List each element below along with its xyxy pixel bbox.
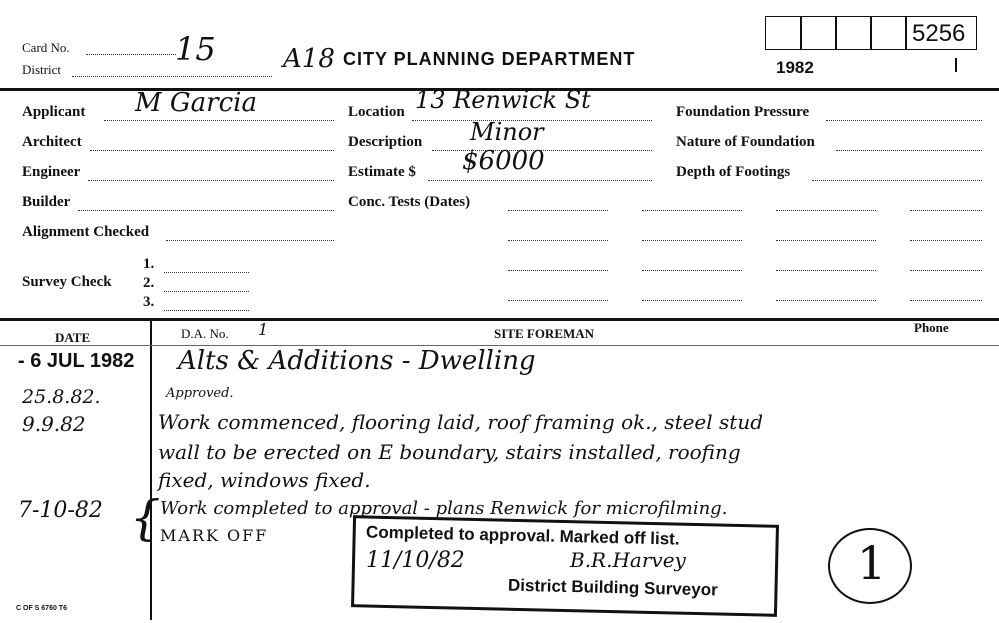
log-brace: { (130, 490, 161, 546)
description-value: Minor (470, 118, 544, 146)
card-number: 5256 (912, 20, 966, 47)
log-divider (150, 320, 152, 620)
district-line (72, 66, 272, 77)
alignment-label: Alignment Checked (22, 224, 150, 240)
log-date-3: 9.9.82 (22, 412, 86, 436)
estimate-label: Estimate $ (348, 164, 416, 180)
log-foreman-header: SITE FOREMAN (494, 326, 595, 341)
applicant-value: M Garcia (135, 88, 257, 118)
log-text-2: Approved. (166, 386, 234, 401)
log-text-4: wall to be erected on E boundary, stairs installed, roofing (158, 440, 741, 464)
district-value: 15 (175, 30, 216, 68)
department-title: CITY PLANNING DEPARTMENT (343, 49, 636, 69)
log-text-1: Alts & Additions - Dwelling (178, 346, 536, 376)
stamp-signature: B.R.Harvey (570, 548, 686, 572)
log-date-1: - 6 JUL 1982 (18, 350, 135, 372)
log-text-3: Work commenced, flooring laid, roof framing ok., steel stud (158, 410, 764, 434)
engineer-label: Engineer (22, 164, 81, 180)
location-value: 13 Renwick St (415, 86, 591, 114)
applicant-label: Applicant (22, 104, 86, 120)
log-text-7: MARK OFF (160, 526, 269, 545)
card-no-line (86, 44, 176, 55)
builder-label: Builder (22, 194, 71, 210)
conc-tests-label: Conc. Tests (Dates) (348, 194, 471, 210)
log-phone-header: Phone (914, 320, 949, 335)
depth-footings-label: Depth of Footings (676, 164, 791, 180)
year-tick (955, 58, 957, 72)
stamp-line2: District Building Surveyor (507, 575, 718, 600)
year: 1982 (776, 58, 814, 77)
log-text-5: fixed, windows fixed. (158, 468, 371, 492)
district-label: District (22, 62, 61, 77)
log-date-header: DATE (55, 330, 91, 345)
survey-2: 2. (143, 275, 155, 291)
survey-1: 1. (143, 256, 155, 272)
log-da-value: 1 (258, 320, 269, 339)
footer-code: C OF S 6760 T6 (16, 605, 67, 612)
nature-foundation-label: Nature of Foundation (676, 134, 815, 150)
district-code: A18 (283, 44, 335, 74)
log-text-6: Work completed to approval - plans Renwick for microfilming. (160, 498, 728, 519)
location-label: Location (348, 104, 405, 120)
log-date-6: 7-10-82 (18, 498, 103, 523)
survey-3: 3. (143, 294, 155, 310)
log-date-2: 25.8.82. (22, 386, 101, 408)
card-no-label: Card No. (22, 40, 70, 55)
log-da-header: D.A. No. (181, 326, 229, 341)
description-label: Description (348, 134, 423, 150)
stamp-line1: Completed to approval. Marked off list. (365, 522, 680, 549)
estimate-value: $6000 (462, 146, 545, 176)
circled-number-value: 1 (857, 536, 887, 590)
foundation-pressure-label: Foundation Pressure (676, 104, 810, 120)
architect-label: Architect (22, 134, 82, 150)
stamp-date: 11/10/82 (366, 548, 465, 573)
survey-check-label: Survey Check (22, 274, 112, 290)
